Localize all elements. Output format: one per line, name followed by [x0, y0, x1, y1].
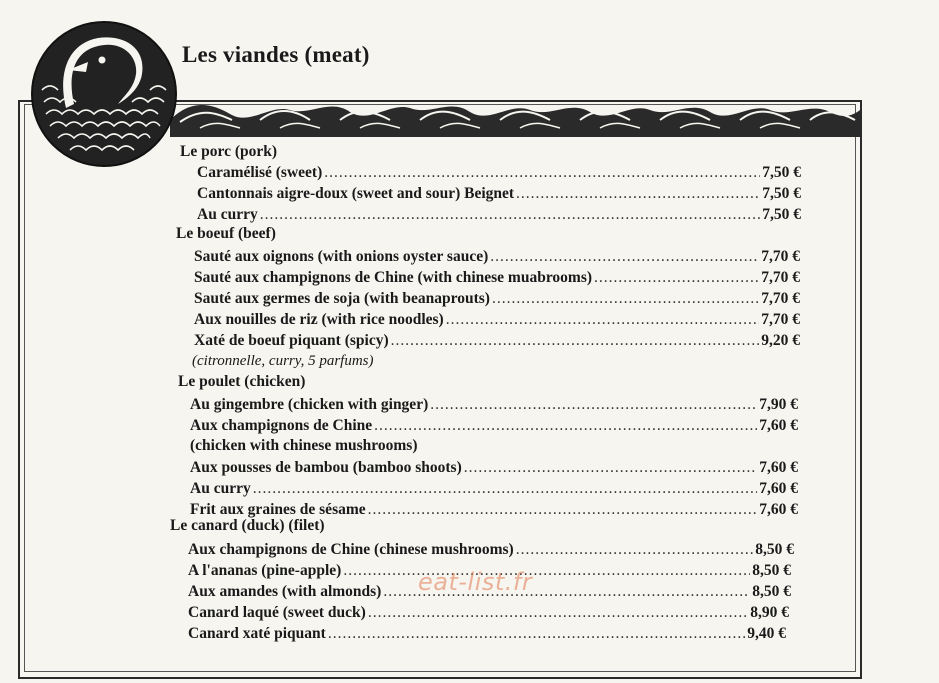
- dot-leader: [391, 332, 760, 350]
- item-name: Frit aux graines de sésame: [190, 501, 366, 518]
- item-price: 8,50 €: [752, 583, 791, 600]
- menu-item: [194, 269, 800, 291]
- item-name: Aux champignons de Chine: [190, 417, 373, 434]
- item-name: Xaté de boeuf piquant (spicy): [194, 332, 389, 349]
- dot-leader: [260, 206, 761, 224]
- item-price: 8,90 €: [750, 604, 789, 621]
- menu-item: [188, 625, 786, 647]
- menu-item: [197, 185, 801, 207]
- dot-leader: [374, 417, 757, 435]
- item-price: 7,60 €: [759, 480, 798, 497]
- menu-item: [190, 417, 798, 439]
- wave-band-ornament: [170, 90, 860, 140]
- item-name: Sauté aux champignons de Chine (with chinese muabrooms): [194, 269, 593, 286]
- menu-item: [194, 248, 800, 270]
- item-name: A l'ananas (pine-apple): [188, 562, 342, 579]
- item-subline: (chicken with chinese mushrooms): [190, 437, 418, 454]
- item-price: 7,70 €: [761, 269, 800, 286]
- item-name: Au gingembre (chicken with ginger): [190, 396, 429, 413]
- dot-leader: [368, 501, 758, 519]
- item-price: 7,60 €: [759, 417, 798, 434]
- dot-leader: [324, 164, 760, 182]
- item-name: Aux champignons de Chine (chinese mushrooms): [188, 541, 514, 558]
- item-price: 9,20 €: [761, 332, 800, 349]
- item-price: 8,50 €: [755, 541, 794, 558]
- dot-leader: [368, 604, 748, 622]
- dot-leader: [516, 541, 754, 559]
- item-name: Au curry: [190, 480, 251, 497]
- item-price: 7,60 €: [759, 459, 798, 476]
- menu-item: [194, 311, 800, 333]
- section-heading-duck: Le canard (duck) (filet): [170, 517, 325, 534]
- dot-leader: [594, 269, 759, 287]
- menu-item: [190, 396, 798, 418]
- dot-leader: [492, 290, 759, 308]
- section-heading-beef: Le boeuf (beef): [176, 225, 276, 242]
- item-name: Sauté aux oignons (with onions oyster sauce): [194, 248, 489, 265]
- item-price: 7,50 €: [762, 164, 801, 181]
- menu-item: [190, 459, 798, 481]
- menu-item: [194, 290, 800, 312]
- item-name: Canard laqué (sweet duck): [188, 604, 366, 621]
- item-price: 7,70 €: [761, 311, 800, 328]
- watermark-text: eat-list.fr: [418, 568, 533, 596]
- swan-crest-icon: [28, 18, 180, 170]
- page-title: Les viandes (meat): [182, 42, 370, 67]
- item-note: (citronnelle, curry, 5 parfums): [192, 353, 374, 369]
- item-price: 7,70 €: [761, 248, 800, 265]
- item-price: 9,40 €: [747, 625, 786, 642]
- item-name: Caramélisé (sweet): [197, 164, 323, 181]
- item-price: 8,50 €: [752, 562, 791, 579]
- dot-leader: [253, 480, 758, 498]
- item-name: Cantonnais aigre-doux (sweet and sour) Beignet: [197, 185, 515, 202]
- item-price: 7,70 €: [761, 290, 800, 307]
- menu-item: [188, 604, 789, 626]
- item-name: Canard xaté piquant: [188, 625, 326, 642]
- menu-item: [197, 164, 801, 186]
- item-name: Aux amandes (with almonds): [188, 583, 382, 600]
- menu-item: [194, 332, 800, 354]
- dot-leader: [490, 248, 759, 266]
- item-price: 7,50 €: [762, 206, 801, 223]
- menu-item: [190, 480, 798, 502]
- item-name: Sauté aux germes de soja (with beanaprouts): [194, 290, 490, 307]
- item-price: 7,60 €: [759, 501, 798, 518]
- dot-leader: [516, 185, 760, 203]
- section-heading-chicken: Le poulet (chicken): [178, 373, 306, 390]
- item-price: 7,50 €: [762, 185, 801, 202]
- dot-leader: [343, 562, 750, 580]
- item-name: Au curry: [197, 206, 258, 223]
- dot-leader: [430, 396, 757, 414]
- item-name: Aux nouilles de riz (with rice noodles): [194, 311, 444, 328]
- menu-item: [188, 541, 794, 563]
- item-price: 7,90 €: [759, 396, 798, 413]
- menu-item: [197, 206, 801, 228]
- dot-leader: [328, 625, 745, 643]
- section-heading-pork: Le porc (pork): [180, 143, 278, 160]
- item-name: Aux pousses de bambou (bamboo shoots): [190, 459, 462, 476]
- dot-leader: [464, 459, 758, 477]
- dot-leader: [446, 311, 760, 329]
